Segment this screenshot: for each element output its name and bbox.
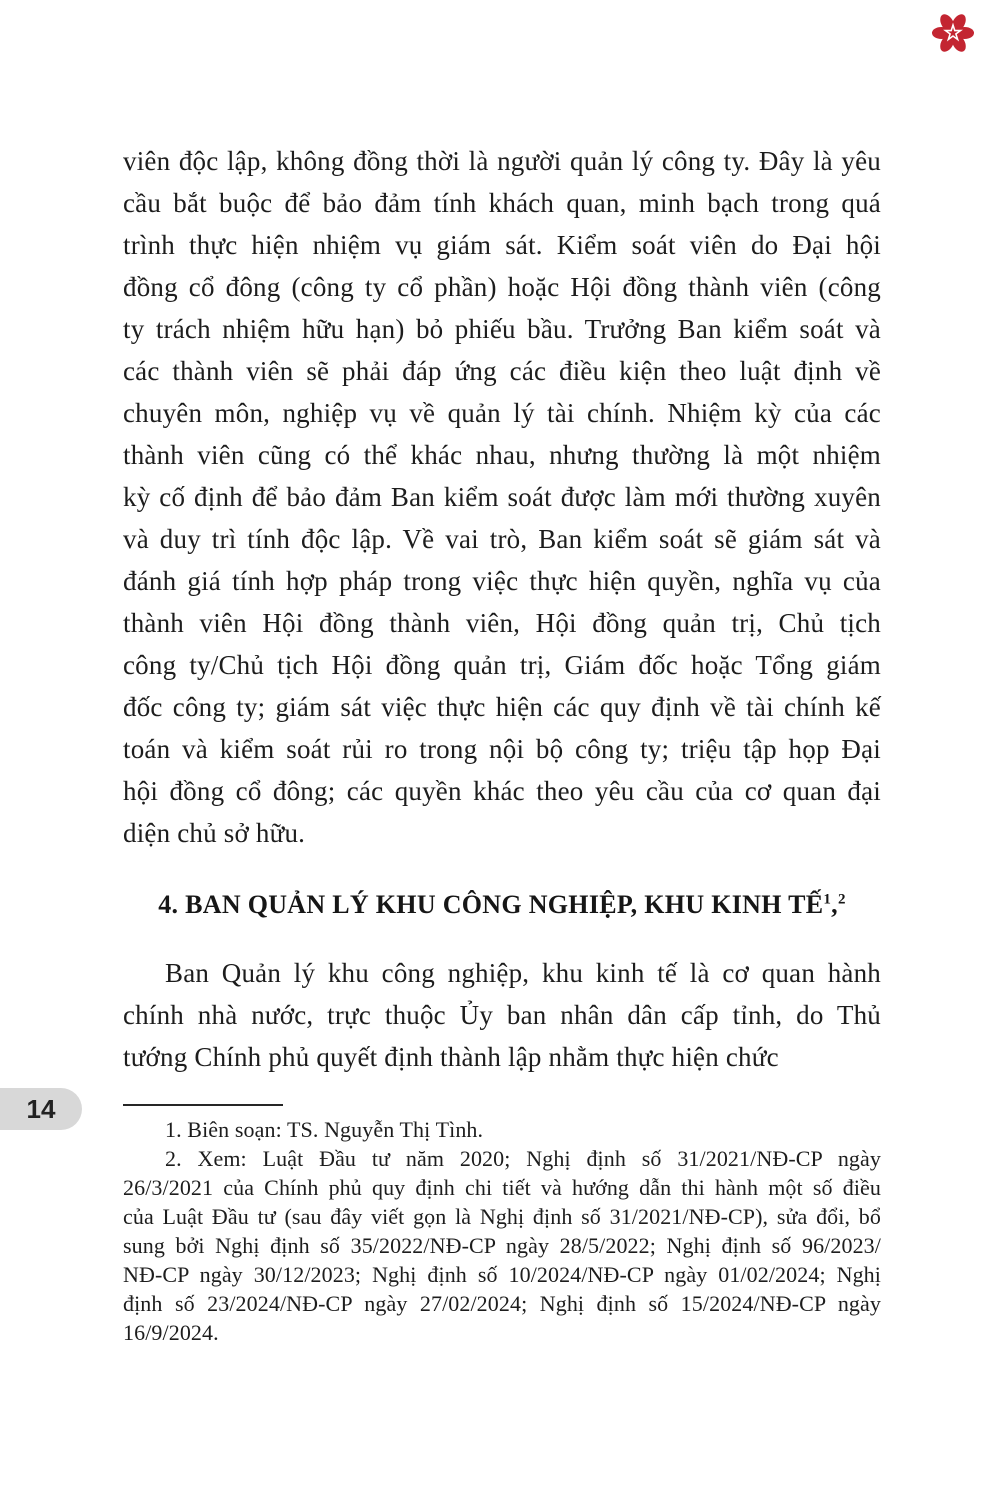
flower-star-icon — [931, 11, 975, 55]
heading-comma: , — [831, 890, 838, 919]
text-line: tướng Chính phủ quyết định thành lập nhằm thực hiện chức — [123, 1042, 779, 1072]
text-line: toán và kiểm soát rủi ro trong nội bộ công ty; triệu tập họp Đại — [123, 734, 881, 764]
footnote-divider — [123, 1104, 283, 1106]
text-line: diện chủ sở hữu. — [123, 818, 306, 848]
footnote-line: 2. Xem: Luật Đầu tư năm 2020; Nghị định số 31/2021/NĐ-CP ngày — [165, 1146, 881, 1171]
text-line: đốc công ty; giám sát việc thực hiện các quy định về tài chính kế — [123, 692, 881, 722]
text-line: ty trách nhiệm hữu hạn) bỏ phiếu bầu. Trưởng Ban kiểm soát và — [123, 314, 881, 344]
publisher-logo — [931, 11, 975, 55]
text-line: viên độc lập, không đồng thời là người quản lý công ty. Đây là yêu — [123, 146, 881, 176]
footnote-line: 26/3/2021 của Chính phủ quy định chi tiết và hướng dẫn thi hành một số điều — [123, 1175, 881, 1200]
paragraph-management-board — [123, 952, 881, 1078]
footnote-2 — [123, 1144, 881, 1347]
text-line: đồng cổ đông (công ty cổ phần) hoặc Hội đồng thành viên (công — [123, 272, 881, 302]
footnote-line: sung bởi Nghị định số 35/2022/NĐ-CP ngày 28/5/2022; Nghị định số 96/2023/ — [123, 1233, 881, 1258]
text-column — [123, 140, 881, 1347]
section-heading — [123, 884, 881, 926]
text-line: và duy trì tính độc lập. Về vai trò, Ban kiểm soát sẽ giám sát và — [123, 524, 881, 554]
text-line: công ty/Chủ tịch Hội đồng quản trị, Giám đốc hoặc Tổng giám — [123, 650, 881, 680]
text-line: chính nhà nước, trực thuộc Ủy ban nhân dân cấp tỉnh, do Thủ — [123, 1000, 881, 1030]
text-line: thành viên cũng có thể khác nhau, nhưng thường là một nhiệm — [123, 440, 881, 470]
text-line: Ban Quản lý khu công nghiệp, khu kinh tế là cơ quan hành — [165, 958, 881, 988]
page-number-badge — [0, 1088, 82, 1130]
footnotes-section — [123, 1115, 881, 1347]
footnote-line: NĐ-CP ngày 30/12/2023; Nghị định số 10/2024/NĐ-CP ngày 01/02/2024; Nghị — [123, 1262, 881, 1287]
footnote-line: 1. Biên soạn: TS. Nguyễn Thị Tình. — [165, 1117, 484, 1142]
text-line: kỳ cố định để bảo đảm Ban kiểm soát được làm mới thường xuyên — [123, 482, 881, 512]
text-line: trình thực hiện nhiệm vụ giám sát. Kiểm soát viên do Đại hội — [123, 230, 881, 260]
section-heading-text: 4. BAN QUẢN LÝ KHU CÔNG NGHIỆP, KHU KINH TẾ — [158, 890, 824, 919]
text-line: các thành viên sẽ phải đáp ứng các điều kiện theo luật định về — [123, 356, 881, 386]
footnote-line: của Luật Đầu tư (sau đây viết gọn là Nghị định số 31/2021/NĐ-CP), sửa đổi, bổ — [123, 1204, 881, 1229]
footnote-1 — [123, 1115, 881, 1144]
text-line: cầu bắt buộc để bảo đảm tính khách quan, minh bạch trong quá — [123, 188, 881, 218]
footnote-line: định số 23/2024/NĐ-CP ngày 27/02/2024; Nghị định số 15/2024/NĐ-CP ngày — [123, 1291, 881, 1316]
text-line: hội đồng cổ đông; các quyền khác theo yêu cầu của cơ quan đại — [123, 776, 881, 806]
text-line: chuyên môn, nghiệp vụ về quản lý tài chính. Nhiệm kỳ của các — [123, 398, 881, 428]
text-line: đánh giá tính hợp pháp trong việc thực hiện quyền, nghĩa vụ của — [123, 566, 881, 596]
footnote-line: 16/9/2024. — [123, 1320, 219, 1345]
footnote-ref-1: 1 — [823, 891, 832, 908]
page-number: 14 — [26, 1093, 56, 1124]
text-line: thành viên Hội đồng thành viên, Hội đồng quản trị, Chủ tịch — [123, 608, 881, 638]
footnote-ref-2: 2 — [837, 891, 846, 908]
paragraph-company-supervision — [123, 140, 881, 854]
